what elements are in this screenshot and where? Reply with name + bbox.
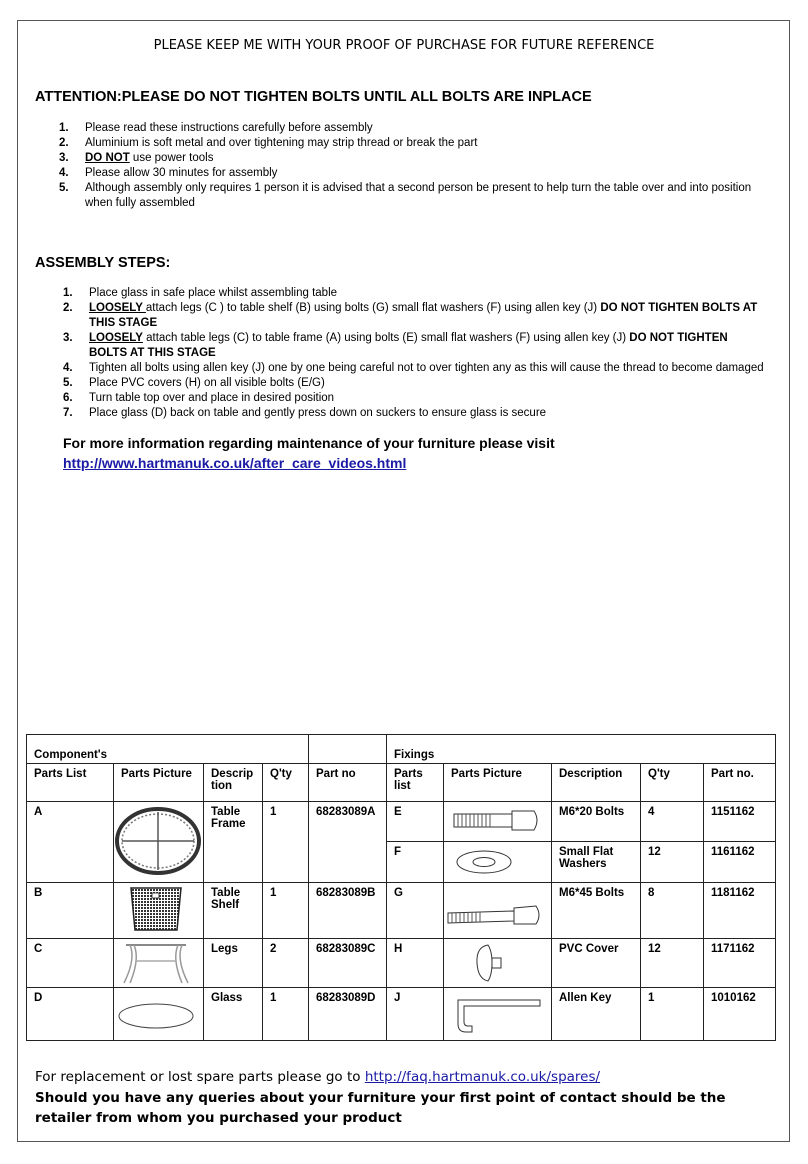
spares-link[interactable]: http://faq.hartmanuk.co.uk/spares/ (364, 1069, 601, 1085)
list-item: 1. Place glass in safe place whilst assembling table (63, 287, 338, 299)
table-row: B Table Shelf 1 68283089B G M6*45 Bolts 8 1181162 (27, 883, 776, 939)
assembly-steps (63, 286, 768, 421)
keep-notice: PLEASE KEEP ME WITH YOUR PROOF OF PURCHASE FOR FUTURE REFERENCE (153, 38, 655, 53)
fixings-group: Fixings (387, 735, 776, 764)
maintenance-text: For more information regarding maintenance of your furniture please visit (63, 435, 555, 451)
glass-picture (114, 988, 204, 1041)
th-qty: Q'ty (263, 764, 309, 802)
th-description: Descrip tion (204, 764, 263, 802)
washer-icon (444, 842, 550, 882)
th-parts-list: Parts List (27, 764, 114, 802)
list-item: 4. Please allow 30 minutes for assembly (59, 167, 278, 179)
th-fixings-picture: Parts Picture (444, 764, 552, 802)
legs-icon (114, 939, 202, 987)
th-fixings-description: Description (552, 764, 641, 802)
attention-title: ATTENTION:PLEASE DO NOT TIGHTEN BOLTS UNTIL ALL BOLTS ARE INPLACE (35, 89, 592, 105)
table-shelf-picture (114, 883, 204, 939)
table-row: C Legs 2 68283089C H PVC Cover 12 1171162 (27, 939, 776, 988)
th-part-no: Part no (309, 764, 387, 802)
pvc-cover-icon (444, 939, 550, 987)
table-group-row (27, 735, 776, 764)
legs-picture (114, 939, 204, 988)
list-item: 4. Tighten all bolts using allen key (J) one by one being careful not to over tighten any as this will cause the thread to become damaged (63, 362, 764, 374)
list-item: 5. Although assembly only requires 1 person it is advised that a second person be present to help turn the table over and into position when fully assembled (59, 182, 752, 209)
attention-list (59, 121, 779, 211)
list-item: 6. Turn table top over and place in desired position (63, 392, 335, 404)
list-item: 5. Place PVC covers (H) on all visible bolts (E/G) (63, 377, 325, 389)
list-item: 3. LOOSELY attach table legs (C) to table frame (A) using bolts (E) small flat washers (F) using allen key (J) DO NOT TIGHTEN BOLTS AT THIS STAGE (63, 332, 728, 359)
long-bolt-picture (444, 883, 552, 939)
list-item: 1. Please read these instructions carefully before assembly (59, 122, 373, 134)
washer-picture (444, 842, 552, 883)
th-fixings-qty: Q'ty (641, 764, 704, 802)
long-bolt-icon (444, 883, 550, 939)
th-fixings-part-no: Part no. (704, 764, 776, 802)
allen-key-picture (444, 988, 552, 1041)
table-row: A Table Frame 1 68283089A E M6*20 Bolts 4 1151162 (27, 802, 776, 842)
components-group: Component's (27, 735, 309, 764)
th-parts-picture: Parts Picture (114, 764, 204, 802)
spares-line: For replacement or lost spare parts please go to http://faq.hartmanuk.co.uk/spares/ (35, 1069, 601, 1085)
short-bolt-picture (444, 802, 552, 842)
list-item: 2. Aluminium is soft metal and over tightening may strip thread or break the part (59, 137, 478, 149)
bolt-icon (444, 802, 550, 840)
pvc-cover-picture (444, 939, 552, 988)
queries-note: Should you have any queries about your furniture your first point of contact should be the retailer from whom you purchased your product (35, 1090, 726, 1126)
glass-icon (114, 988, 202, 1040)
table-frame-picture (114, 802, 204, 883)
table-header-row (27, 764, 776, 802)
allen-key-icon (444, 988, 550, 1040)
aftercare-link[interactable]: http://www.hartmanuk.co.uk/after_care_videos.html (63, 455, 407, 471)
table-row: D Glass 1 68283089D J Allen Key 1 1010162 (27, 988, 776, 1041)
list-item: 2. LOOSELY attach legs (C ) to table shelf (B) using bolts (G) small flat washers (F) using allen key (J) DO NOT TIGHTEN BOLTS AT THIS STAGE (63, 302, 758, 329)
table-row: F Small Flat Washers 12 1161162 (27, 842, 776, 883)
th-fixings-list: Parts list (387, 764, 444, 802)
parts-table (26, 734, 776, 1041)
list-item: 3. DO NOT use power tools (59, 152, 214, 164)
assembly-title: ASSEMBLY STEPS: (35, 255, 171, 271)
table-frame-icon (114, 802, 202, 880)
list-item: 7. Place glass (D) back on table and gently press down on suckers to ensure glass is secure (63, 407, 547, 419)
table-shelf-icon (114, 883, 202, 939)
